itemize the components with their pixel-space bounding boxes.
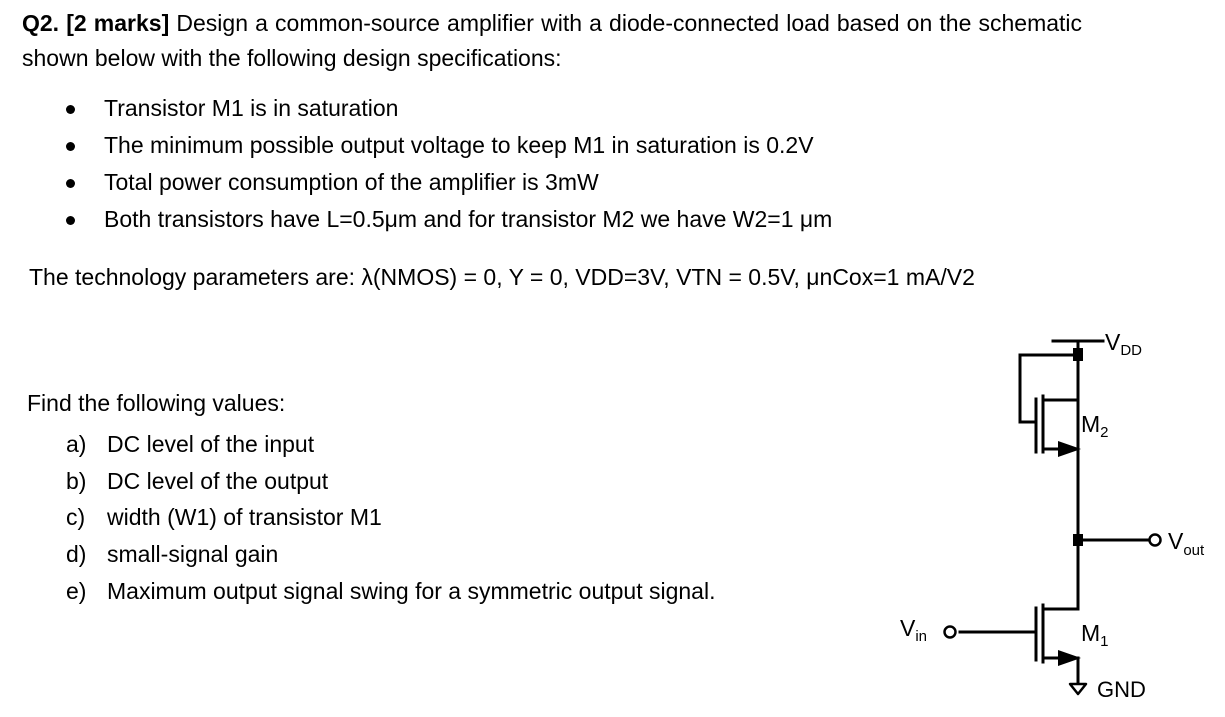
specification-item: Total power consumption of the amplifier is 3mW (62, 164, 832, 201)
m1-label: $M_1$ (1081, 620, 1109, 650)
find-item-label: e) (66, 577, 87, 604)
find-item-text: Maximum output signal swing for a symmetric output signal. (107, 577, 716, 604)
find-item-text: width (W1) of transistor M1 (107, 504, 382, 531)
vin-terminal (945, 627, 956, 638)
find-item-label: a) (66, 431, 87, 457)
vout-label: $V_{out}$ (1168, 528, 1205, 559)
question-text: Design a common-source amplifier with a diode-connected load based on the schematic shown below with the following design specifications: (22, 10, 1083, 71)
find-item-label: c) (66, 504, 86, 531)
specification-item: Transistor M1 is in saturation (62, 90, 832, 127)
m2-diode-connection (1020, 355, 1078, 422)
ground-icon (1070, 684, 1086, 694)
vout-terminal (1150, 535, 1161, 546)
find-item-text: DC level of the input (107, 431, 315, 457)
vdd-junction-node (1073, 348, 1083, 361)
gnd-label: GND (1097, 677, 1146, 702)
find-item-label: b) (66, 467, 87, 494)
question-number: Q2. (22, 10, 60, 36)
m2-label: $M_2$ (1081, 411, 1109, 441)
specification-item: Both transistors have L=0.5μm and for transistor M2 we have W2=1 μm (62, 201, 832, 238)
specification-item: The minimum possible output voltage to keep M1 in saturation is 0.2V (62, 127, 832, 164)
vin-label: $V_{in}$ (900, 615, 928, 645)
technology-parameters: The technology parameters are: λ(NMOS) = 0, Υ = 0, VDD=3V, VTN = 0.5V, μnCox=1 mA/V2 (29, 264, 975, 290)
find-title: Find the following values: (27, 390, 286, 416)
vdd-label: $V_{DD}$ (1105, 329, 1143, 359)
question-marks: [2 marks] (66, 10, 170, 36)
find-item-text: small-signal gain (107, 541, 279, 568)
find-item-label: d) (66, 541, 87, 568)
output-junction-node (1073, 534, 1083, 546)
find-item-text: DC level of the output (107, 467, 329, 494)
